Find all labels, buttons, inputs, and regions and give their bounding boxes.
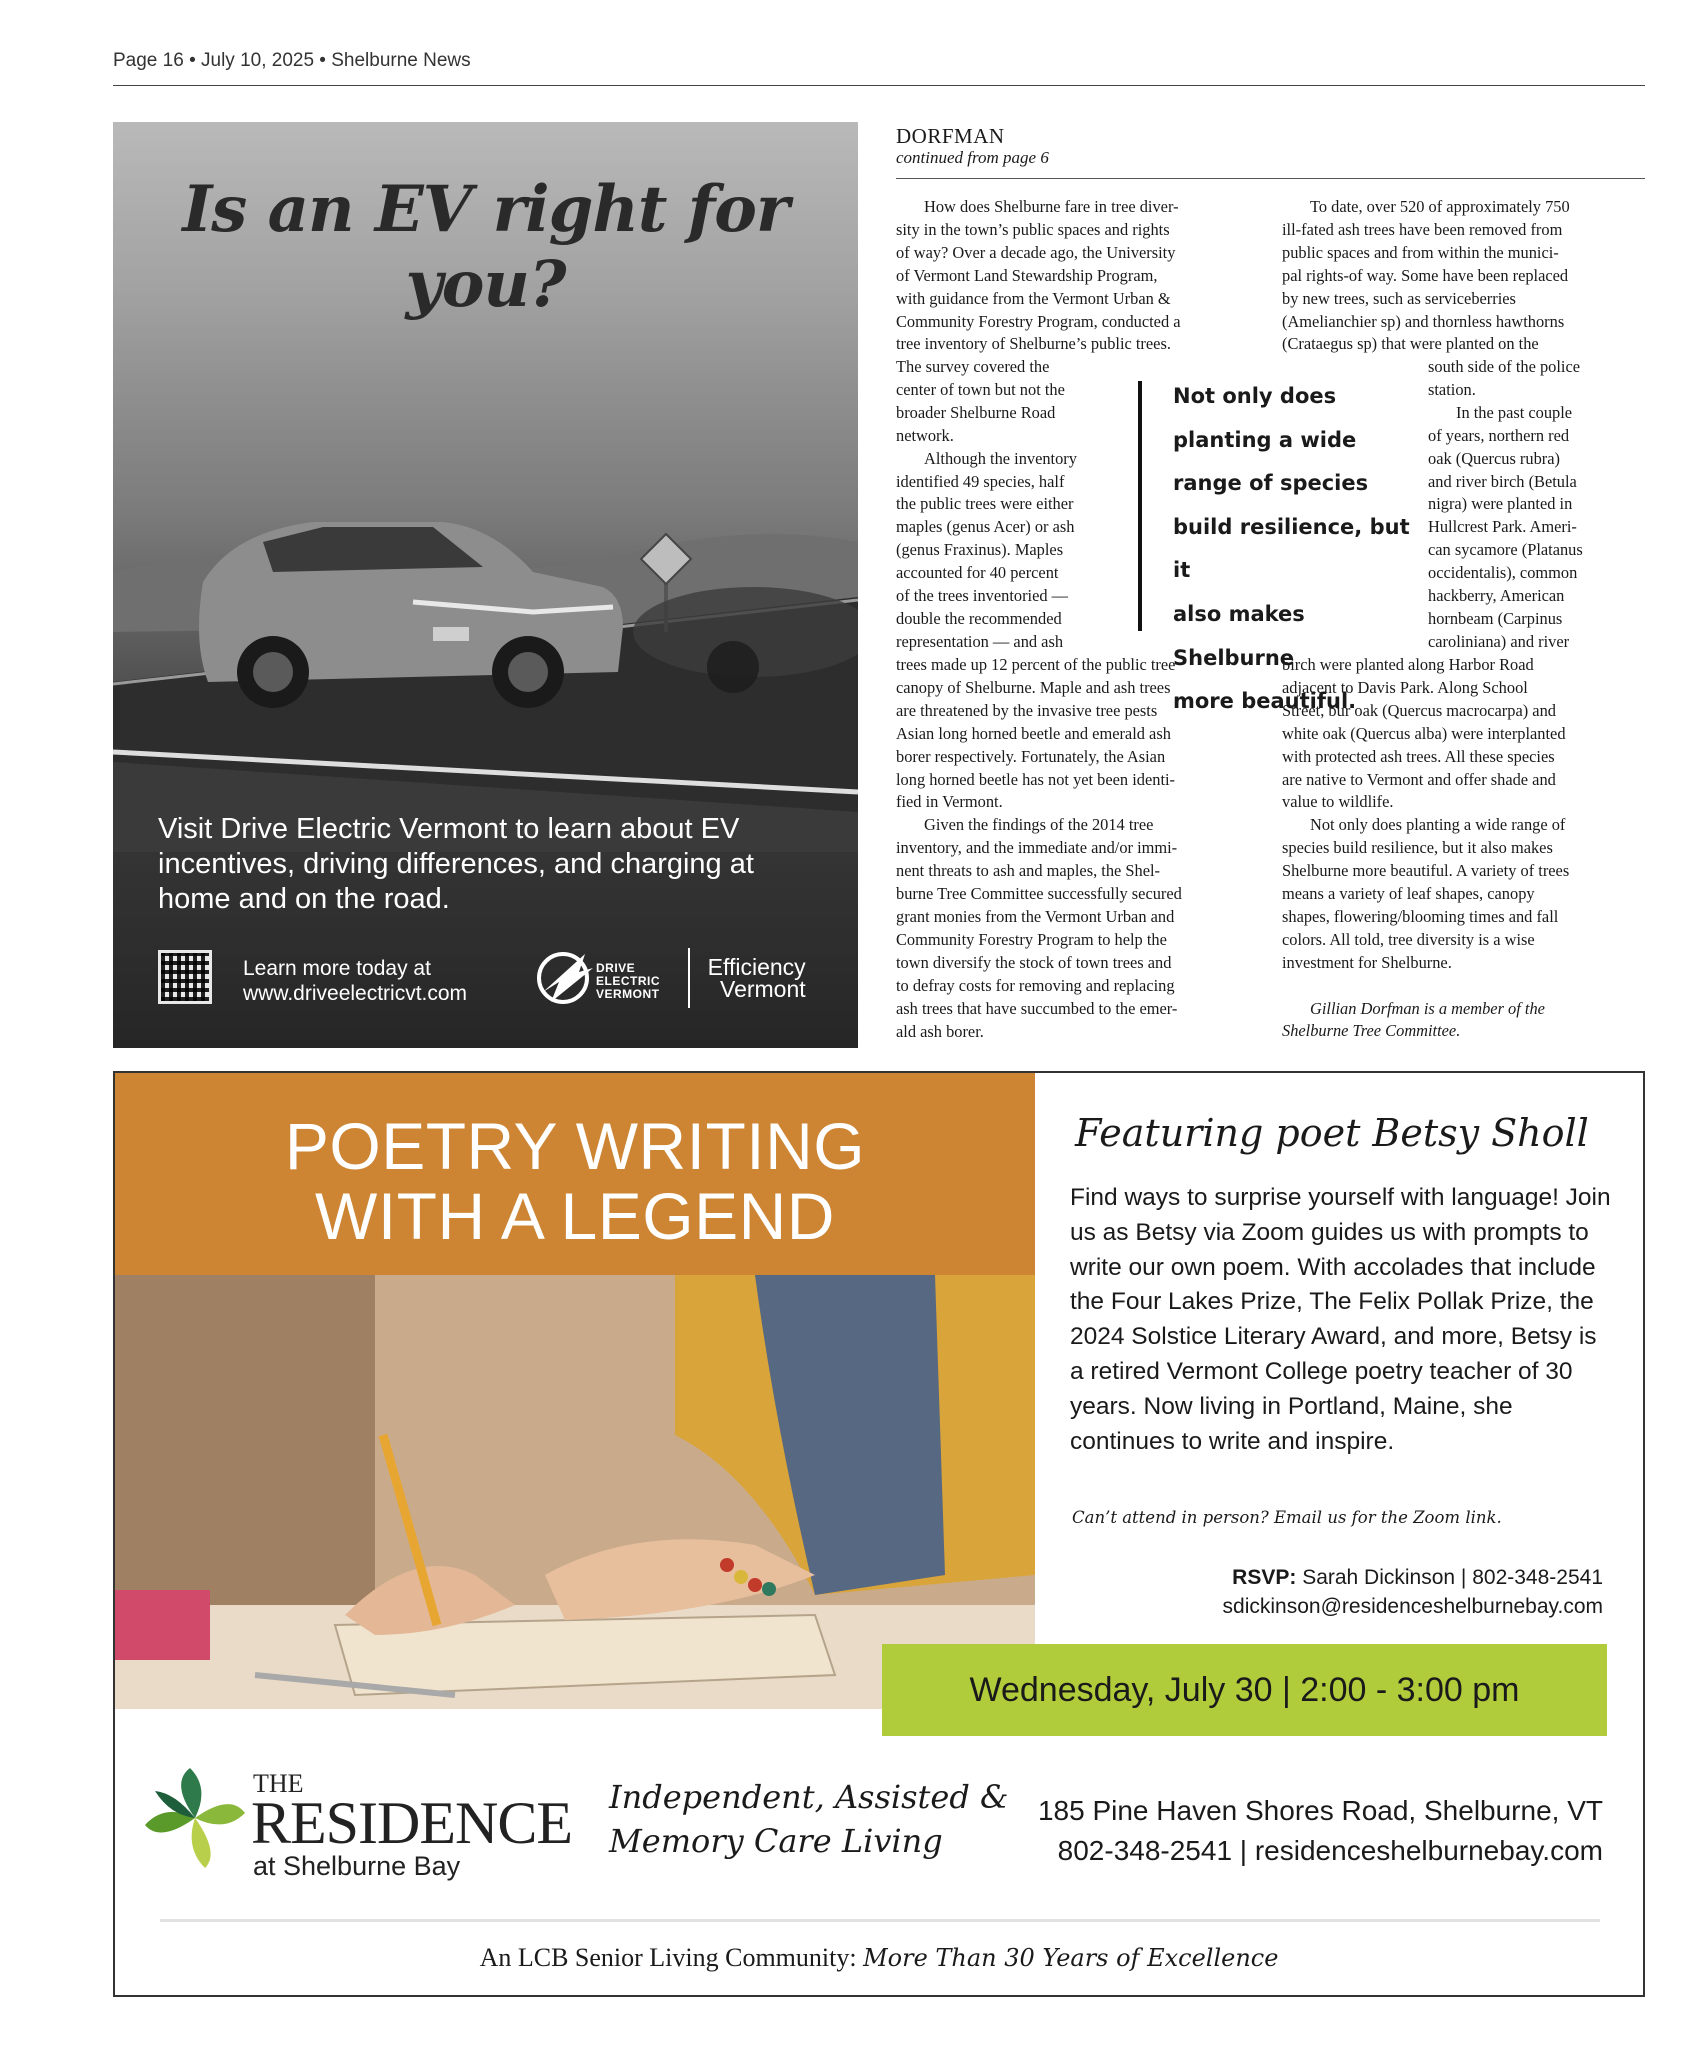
ev-car-photo: [113, 422, 858, 852]
logo-at-shelburne: at Shelburne Bay: [253, 1851, 461, 1881]
article-col2-narrow: south side of the police station. In the past couple of years, northern red oak (Quercus rubra) and river birch (Betula nigra) were planted in Hullcrest Park. Ameri- can sycamore (Platanus occidentalis), common hackberry, American hornbeam (Carpinus caroliniana) and river: [1428, 357, 1583, 651]
rsvp-label: RSVP:: [1232, 1566, 1297, 1589]
rsvp-block: [1223, 1563, 1603, 1621]
featuring-heading: Featuring poet Betsy Sholl: [1075, 1111, 1589, 1155]
article-kicker: DORFMAN: [896, 124, 1005, 148]
article-col1-top: How does Shelburne fare in tree diver- sity in the town’s public spaces and rights of way? Over a decade ago, the University of Vermont Land Stewardship Program, with guidance from the Vermont Urban & Community Forestry Program, conducted a tree inventory of Shelburne’s public trees.: [896, 197, 1181, 354]
logo-residence: RESIDENCE: [251, 1790, 572, 1856]
article-rule: [896, 178, 1645, 179]
ev-learn-more: [243, 956, 467, 1006]
header-rule: [113, 85, 1645, 86]
rsvp-contact: Sarah Dickinson | 802-348-2541: [1302, 1566, 1603, 1589]
pull-quote: Not only does planting a wide range of species build resilience, but it also makes Shelburne more beautiful.: [1173, 384, 1410, 714]
page-header: Page 16 • July 10, 2025 • Shelburne News: [113, 50, 471, 71]
ev-website-link[interactable]: www.driveelectricvt.com: [243, 982, 468, 1005]
zoom-note: Can’t attend in person? Email us for the Zoom link.: [1072, 1508, 1502, 1527]
residence-contact-link[interactable]: 802-348-2541 | residenceshelburnebay.com: [1057, 1835, 1603, 1866]
logo-the: THE: [253, 1769, 304, 1798]
article-col2-bottom: birch were planted along Harbor Road adjacent to Davis Park. Along School Street, bur oak (Quercus macrocarpa) and white oak (Quercus alba) were interplanted with protected ash trees. All these species are native to Vermont and offer shade and value to wildlife. Not only does planting a wide range of species build resilience, but it also makes Shelburne more beautiful. A variety of trees means a variety of leaf shapes, canopy shapes, flowering/blooming times and fall colors. All told, tree diversity is a wise investment for Shelburne. Gillian Dorfman is a member of the Shelburne Tree Committee.: [1282, 654, 1646, 1043]
pull-quote-bar: [1138, 381, 1142, 631]
article-col1-narrow: The survey covered the center of town but not the broader Shelburne Road network. Although the inventory identified 49 species, half the public trees were either maples (genus Acer) or ash (genus Fraxinus). Maples accounted for 40 percent of the trees inventoried — double the recommended representation — and ash: [896, 357, 1077, 651]
residence-address: 185 Pine Haven Shores Road, Shelburne, VT 802-348-2541 | residenceshelburnebay.com: [1038, 1791, 1603, 1871]
poetry-advertisement: [113, 1071, 1645, 1997]
residence-tagline: Independent, Assisted & Memory Care Living: [609, 1778, 1009, 1860]
ev-advertisement: [113, 122, 858, 1048]
logo-divider: [688, 948, 690, 1008]
ev-learn-line1: Learn more today at: [243, 957, 431, 980]
qr-code-icon: [158, 950, 212, 1004]
author-byline: Gillian Dorfman is a member of the: [1310, 998, 1545, 1018]
ev-headline: Is an EV right for you?: [182, 172, 789, 322]
poetry-description: Find ways to surprise yourself with language! Join us as Betsy via Zoom guides us with prompts to write our own poem. With accolades that include the Four Lakes Prize, The Felix Pollak Prize, the 2024 Solstice Literary Award, and more, Betsy is a retired Vermont College poetry teacher of 30 years. Now living in Portland, Maine, she continues to write and inspire.: [1070, 1184, 1611, 1455]
residence-leaf-logo-icon: [140, 1763, 250, 1873]
poetry-banner-title: POETRY WRITING WITH A LEGEND: [284, 1109, 866, 1253]
article-continued: continued from page 6: [896, 148, 1049, 167]
footer-rule: [160, 1919, 1600, 1922]
article-col2-top: To date, over 520 of approximately 750 ill-fated ash trees have been removed from public spaces and from within the munici- pal rights-of way. Some have been replaced by new trees, such as serviceberries (Amelianchier sp) and thornless hawthorns (Crataegus sp) that were planted on the: [1282, 197, 1570, 354]
event-date-bar: Wednesday, July 30 | 2:00 - 3:00 pm: [882, 1644, 1607, 1736]
efficiency-vermont-logo: Efficiency Vermont: [707, 954, 806, 1002]
rsvp-email-link[interactable]: sdickinson@residenceshelburnebay.com: [1222, 1595, 1603, 1618]
residence-footer: An LCB Senior Living Community: More Than 30 Years of Excellence: [479, 1943, 1279, 1972]
article-col1-bottom: trees made up 12 percent of the public tree canopy of Shelburne. Maple and ash trees are threatened by the invasive tree pests Asian long horned beetle and emerald ash borer respectively. Fortunately, the Asian long horned beetle has not yet been identi- fied in Vermont. Given the findings of the 2014 tree inventory, and the immediate and/or immi- nent threats to ash and maples, the Shel- burne Tree Committee successfully secured grant monies from the Vermont Urban and Community Forestry Program to help the town diversify the stock of town trees and to defray costs for removing and replacing ash trees that have succumbed to the emer- ald ash borer.: [896, 655, 1182, 1041]
drive-electric-logo-text: DRIVE ELECTRIC VERMONT: [596, 961, 660, 1001]
ev-body-text: Visit Drive Electric Vermont to learn about EV incentives, driving differences, and charging at home and on the road.: [158, 813, 754, 915]
